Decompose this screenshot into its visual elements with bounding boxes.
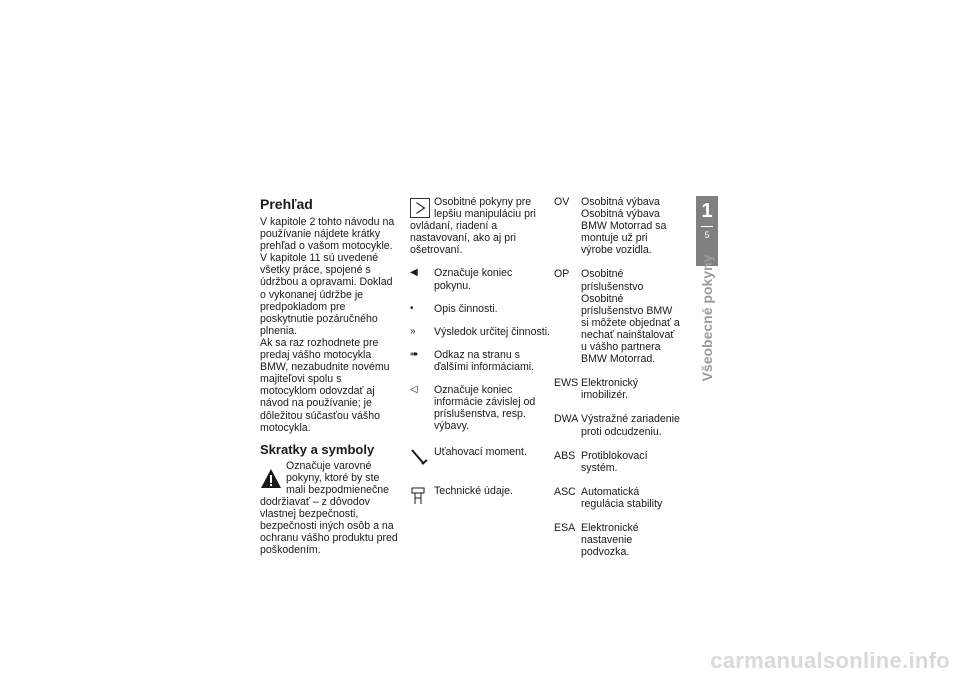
abbreviation: EWS: [554, 377, 579, 390]
abbreviation: ESA: [554, 521, 576, 534]
abbreviation-row: [554, 450, 682, 474]
symbol-row: [410, 349, 552, 373]
column-middle: [410, 196, 552, 509]
overview-body: V kapitole 2 tohto návodu na používanie nájdete krátky prehľad o vašom motocykle. V kapitole 11 sú uvedené všetky práce, spojené s údržbou a opravami. Doklad o vykonanej údržbe je predpokladom pre poskytnutie pozáručného plnenia.: [260, 216, 395, 337]
symbol-row: [410, 446, 552, 472]
warning-text: Označuje varovné pokyny, ktoré by ste mali bezpodmienečne dodržiavať – z dôvodov vlastnej bezpečnosti, bezpečnosti iných osôb a na ochranu vášho produktu pred poškodením.: [260, 459, 398, 557]
abbreviation-row: [554, 377, 682, 401]
symbol-row: [410, 303, 552, 315]
symbol-text: Uťahovací moment.: [434, 446, 527, 459]
symbol-text: Odkaz na stranu s ďalšími informáciami.: [434, 348, 535, 373]
column-left: [260, 196, 400, 556]
page-reference-icon: ➠: [410, 348, 419, 360]
abbreviation: OP: [554, 268, 570, 281]
warning-triangle-icon: [260, 468, 282, 490]
end-of-accessory-info-icon: ◁: [410, 384, 418, 396]
watermark: carmanualsonline.info: [710, 648, 950, 673]
abbreviation-row: [554, 413, 682, 437]
torque-wrench-icon: [410, 446, 434, 472]
abbreviation: ABS: [554, 449, 576, 462]
overview-heading: Prehľad: [260, 196, 313, 212]
abbreviation-text: Elektronický imobilizér.: [581, 377, 639, 402]
abbreviation-text: Osobitná výbava Osobitná výbava BMW Motorrad sa montuje už pri výrobe vozidla.: [581, 196, 667, 257]
abbreviation-row: [554, 196, 682, 256]
abbreviation-text: Výstražné zariadenie proti odcudzeniu.: [581, 413, 680, 438]
abbreviation-text: Automatická regulácia stability: [581, 485, 663, 510]
chapter-title: Všeobecné pokyny: [699, 254, 715, 382]
abbreviation-row: [554, 268, 682, 365]
symbol-text: Označuje koniec informácie závislej od príslušenstva, resp. výbavy.: [434, 384, 536, 433]
note-play-icon: [410, 198, 430, 218]
abbreviations-heading: Skratky a symboly: [260, 441, 375, 457]
symbol-text: Opis činnosti.: [434, 302, 498, 315]
end-of-instruction-icon: ◀: [410, 267, 418, 279]
symbol-row: [410, 326, 552, 338]
special-note-block: [410, 196, 552, 256]
symbol-row: [410, 267, 552, 291]
abbreviation-row: [554, 486, 682, 510]
warning-block: [260, 460, 400, 557]
symbol-text: Technické údaje.: [434, 484, 513, 497]
abbreviation: OV: [554, 196, 570, 208]
special-note-text: Osobitné pokyny pre lepšiu manipuláciu pri ovládaní, riadení a nastavovaní, ako aj pri ošetrovaní.: [410, 196, 536, 257]
abbreviation-text: Elektronické nastavenie podvozka.: [581, 521, 639, 559]
abbreviation-row: [554, 522, 682, 558]
abbreviation-text: Osobitné príslušenstvo Osobitné príslušenstvo BMW si môžete objednať a nechať nainštalovať u vášho partnera BMW Motorrad.: [581, 268, 680, 366]
symbol-text: Výsledok určitej činnosti.: [434, 325, 550, 338]
result-icon: »: [410, 325, 416, 337]
column-right: [554, 196, 682, 570]
abbreviation-text: Protiblokovací systém.: [581, 449, 648, 474]
abbreviation: DWA: [554, 413, 579, 426]
bullet-icon: •: [410, 302, 414, 314]
technical-data-icon: [410, 485, 434, 509]
abbreviation: ASC: [554, 485, 576, 498]
symbol-row: [410, 384, 552, 432]
chapter-tab-divider: [701, 226, 713, 227]
page-number: 5: [704, 230, 710, 240]
symbol-text: Označuje koniec pokynu.: [434, 267, 513, 292]
chapter-number: 1: [701, 200, 713, 222]
symbol-row: [410, 485, 552, 509]
overview-resale: Ak sa raz rozhodnete pre predaj vášho motocykla BMW, nezabudnite novému majiteľovi spolu s motocyklom odovzdať aj návod na používanie; je dôležitou súčasťou vášho motocykla.: [260, 336, 390, 434]
